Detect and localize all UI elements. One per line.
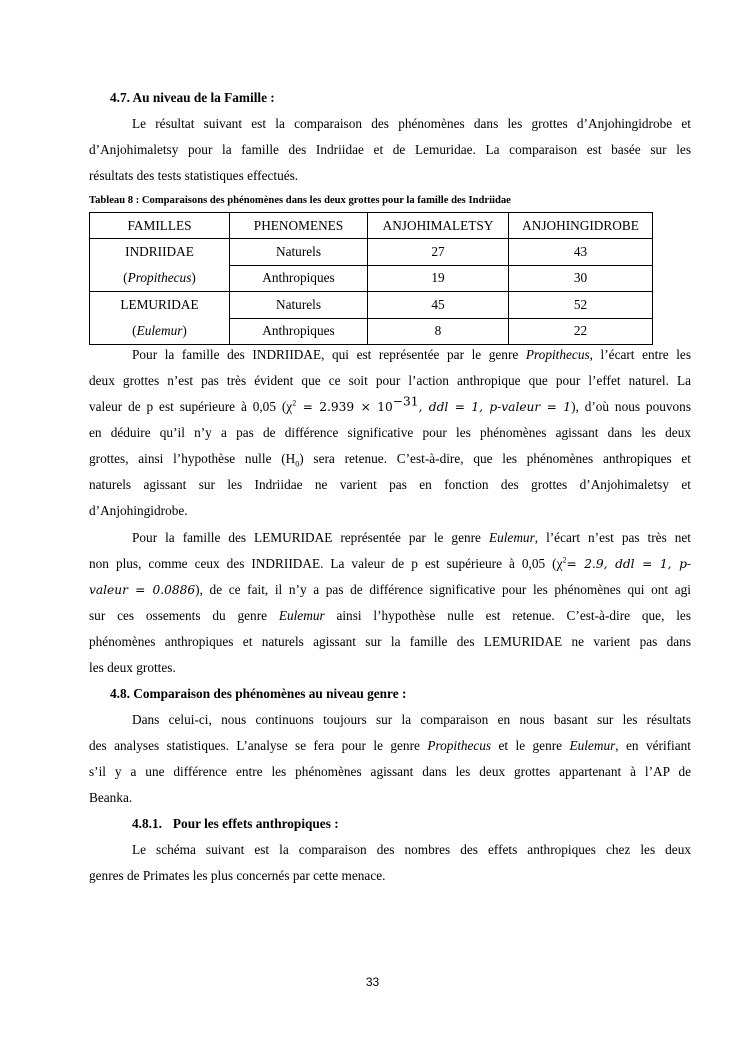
- paragraph-line: en déduire qu’il n’y a pas de différence significative pour les phénomènes agissant dans les deux: [89, 425, 691, 440]
- value-cell: 19: [368, 265, 509, 292]
- header-cell: PHENOMENES: [230, 213, 368, 239]
- paragraph-line: les deux grottes.: [89, 660, 176, 675]
- family-cell: [90, 292, 230, 345]
- table-row: [90, 239, 653, 266]
- value-cell: 8: [368, 318, 509, 345]
- section-heading-4-8-1: 4.8.1. Pour les effets anthropiques :: [132, 816, 339, 831]
- paragraph-line: phénomènes anthropiques et naturels agissant sur la famille des LEMURIDAE ne varient pas dans: [89, 634, 691, 649]
- paragraph-line: grottes, ainsi l’hypothèse nulle $(H_0)$ sera retenue. C’est-à-dire, que les phénomènes anthropiques et: [89, 451, 691, 469]
- header-cell: ANJOHINGIDROBE: [509, 213, 653, 239]
- family-name: INDRIIDAE: [125, 244, 194, 259]
- paragraph-line: des analyses statistiques. L’analyse se fera pour le genre Propithecus et le genre Eulemur, en vérifiant: [89, 738, 692, 753]
- comparison-table: [89, 212, 653, 345]
- value-cell: 22: [509, 318, 653, 345]
- table-header-row: [90, 213, 653, 239]
- paragraph-line: Le schéma suivant est la comparaison des nombres des effets anthropiques chez les deux: [132, 842, 691, 857]
- family-cell: [90, 239, 230, 292]
- paragraph-line: résultats des tests statistiques effectués.: [89, 168, 299, 183]
- value-cell: 27: [368, 239, 509, 266]
- value-cell: 45: [368, 292, 509, 319]
- paragraph-line: sur ces ossements du genre Eulemur ainsi l’hypothèse nulle est retenue. C’est-à-dire que, les: [89, 608, 691, 623]
- paragraph-line: naturels agissant sur les Indriidae ne varient pas en fonction des grottes d’Anjohimaletsy et: [89, 477, 691, 492]
- phenomene-cell: Anthropiques: [230, 318, 368, 345]
- paragraph-line: d’Anjohimaletsy pour la famille des Indriidae et de Lemuridae. La comparaison est basée sur les: [89, 142, 691, 157]
- paragraph-line: Beanka.: [89, 790, 133, 805]
- paragraph-line: s’il y a une différence entre les phénomènes agissant dans les deux grottes appartenant à l’AP de: [89, 764, 691, 779]
- phenomene-cell: Anthropiques: [230, 265, 368, 292]
- family-name: LEMURIDAE: [120, 297, 199, 312]
- paragraph-line: d’Anjohingidrobe.: [89, 503, 188, 518]
- genus-name: (Eulemur): [132, 323, 187, 338]
- genus-name: (Propithecus): [123, 270, 196, 285]
- value-cell: 30: [509, 265, 653, 292]
- section-heading-4-7: 4.7. Au niveau de la Famille :: [110, 90, 275, 105]
- table-row: [90, 292, 653, 319]
- paragraph-line: valeur de p est supérieure à 0,05 ($\chi^2 = 2.939 \times 10^{-31}$, ddl = 1, p-valeur = 1), d’où nous pouvons: [89, 394, 691, 414]
- paragraph-line: valeur = 0.0886), de ce fait, il n’y a pas de différence significative pour les phénomènes qui ont agi: [89, 582, 691, 597]
- paragraph-line: non plus, comme ceux des INDRIIDAE. La valeur de p est supérieure à 0,05 ($\chi^2= 2.9$, ddl = 1, p-: [89, 555, 691, 571]
- page-number: 33: [365, 975, 380, 989]
- paragraph-line: Dans celui-ci, nous continuons toujours sur la comparaison en nous basant sur les résultats: [132, 712, 691, 727]
- paragraph-line: Pour la famille des LEMURIDAE représentée par le genre Eulemur, l’écart n’est pas très net: [132, 530, 691, 545]
- paragraph-line: Pour la famille des INDRIIDAE, qui est représentée par le genre Propithecus, l’écart entre les: [132, 347, 691, 362]
- paragraph-line: genres de Primates les plus concernés par cette menace.: [89, 868, 386, 883]
- value-cell: 52: [509, 292, 653, 319]
- paragraph-line: deux grottes n’est pas très évident que ce soit pour l’action anthropique que pour l’effet naturel. La: [89, 373, 691, 388]
- section-heading-4-8: 4.8. Comparaison des phénomènes au niveau genre :: [110, 686, 407, 701]
- header-cell: ANJOHIMALETSY: [368, 213, 509, 239]
- phenomene-cell: Naturels: [230, 239, 368, 266]
- table-caption: Tableau 8 : Comparaisons des phénomènes dans les deux grottes pour la famille des Indriidae: [89, 195, 511, 206]
- phenomene-cell: Naturels: [230, 292, 368, 319]
- value-cell: 43: [509, 239, 653, 266]
- paragraph-line: Le résultat suivant est la comparaison des phénomènes dans les grottes d’Anjohingidrobe et: [132, 116, 691, 131]
- header-cell: FAMILLES: [90, 213, 230, 239]
